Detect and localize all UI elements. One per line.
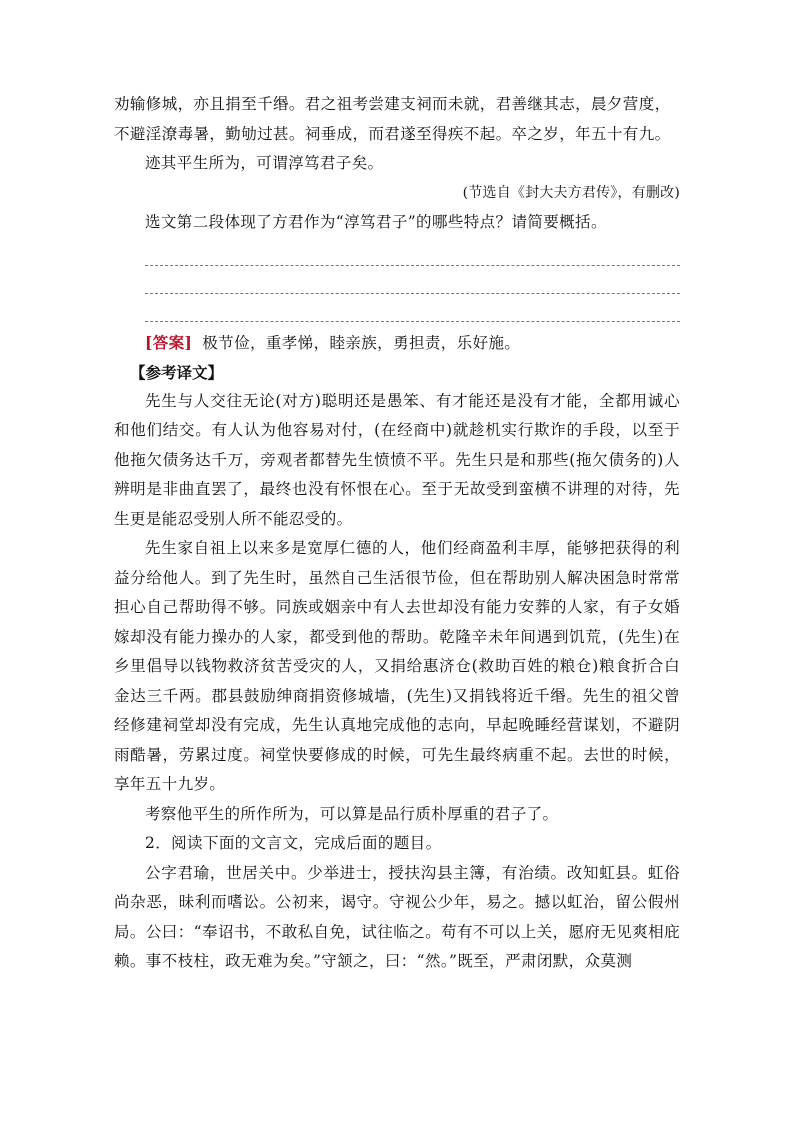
document-body bbox=[114, 90, 680, 977]
answer-blank-line bbox=[145, 266, 680, 294]
answer-block bbox=[114, 328, 680, 358]
translation-heading: 【参考译文】 bbox=[130, 362, 224, 382]
answer-tag: [答案] bbox=[145, 332, 193, 352]
translation-paragraph: 考察他平生的所作所为，可以算是品行质朴厚重的君子了。 bbox=[145, 804, 559, 823]
passage-line: 劝输修城，亦且捐至千缗。君之祖考尝建支祠而未就，君善继其志，晨夕营度， bbox=[114, 95, 671, 113]
answer-blank-line bbox=[145, 238, 680, 266]
translation-paragraph: 先生家自祖上以来多是宽厚仁德的人，他们经商盈利丰厚，能够把获得的利益分给他人。到了先生时，虽然自己生活很节俭，但在帮助别人解决困急时常常担心自己帮助得不够。同族或姻亲中有人去世却没有能力安葬的人家，有子女婚嫁却没有能力操办的人家，都受到他的帮助。乾隆辛未年间遇到饥荒，(先生)在乡里倡导以钱物救济贫苦受灾的人，又捐给惠济仓(救助百姓的粮仓)粮食折合白金达三千两。郡县鼓励绅商捐资修城墙，(先生)又捐钱将近千缗。先生的祖父曾经修建祠堂却没有完成，先生认真地完成他的志向，早起晚睡经营谋划，不避阴雨酷暑，劳累过度。祠堂快要修成的时候，可先生最终病重不起。去世的时候，享年五十九岁。 bbox=[114, 539, 680, 793]
passage-source: (节选自《封大夫方君传》，有删改) bbox=[462, 184, 680, 201]
passage-line: 不避淫潦毒暑，勤劬过甚。祠垂成，而君遂至得疾不起。卒之岁，年五十有九。 bbox=[114, 124, 671, 143]
classical-passage: 公字君瑜，世居关中。少举进士，授扶沟县主簿，有治绩。改知虹县。虹俗尚杂恶，昧利而嗜讼。公初来，谒守。守视公少年，易之。撼以虹治，留公假州局。公曰：“奉诏书，不敢私自免，试往临之。苟有不可以上关，愿府无见爽相庇赖。事不枝柱，政无难为矣。”守颔之，曰：“然。”既至，严肃闭默，众莫测 bbox=[114, 863, 680, 970]
answer-blank-line bbox=[145, 294, 680, 322]
translation-paragraph: 先生与人交往无论(对方)聪明还是愚笨、有才能还是没有才能，全都用诚心和他们结交。有人认为他容易对付，(在经商中)就趁机实行欺诈的手段，以至于他拖欠债务达千万，旁观者都替先生愤愤不平。先生只是和那些(拖欠债务的)人辨明是非曲直罢了，最终也没有怀恨在心。至于无故受到蛮横不讲理的对待，先生更是能忍受别人所不能忍受的。 bbox=[114, 391, 680, 528]
answer-text: 极节俭，重孝悌，睦亲族，勇担责，乐好施。 bbox=[202, 333, 521, 352]
passage-conclusion: 迹其平生所为，可谓淳笃君子矣。 bbox=[145, 154, 384, 172]
question-intro: 2．阅读下面的文言文，完成后面的题目。 bbox=[145, 834, 442, 852]
question-text: 选文第二段体现了方君作为“淳笃君子”的哪些特点？请简要概括。 bbox=[145, 213, 607, 231]
